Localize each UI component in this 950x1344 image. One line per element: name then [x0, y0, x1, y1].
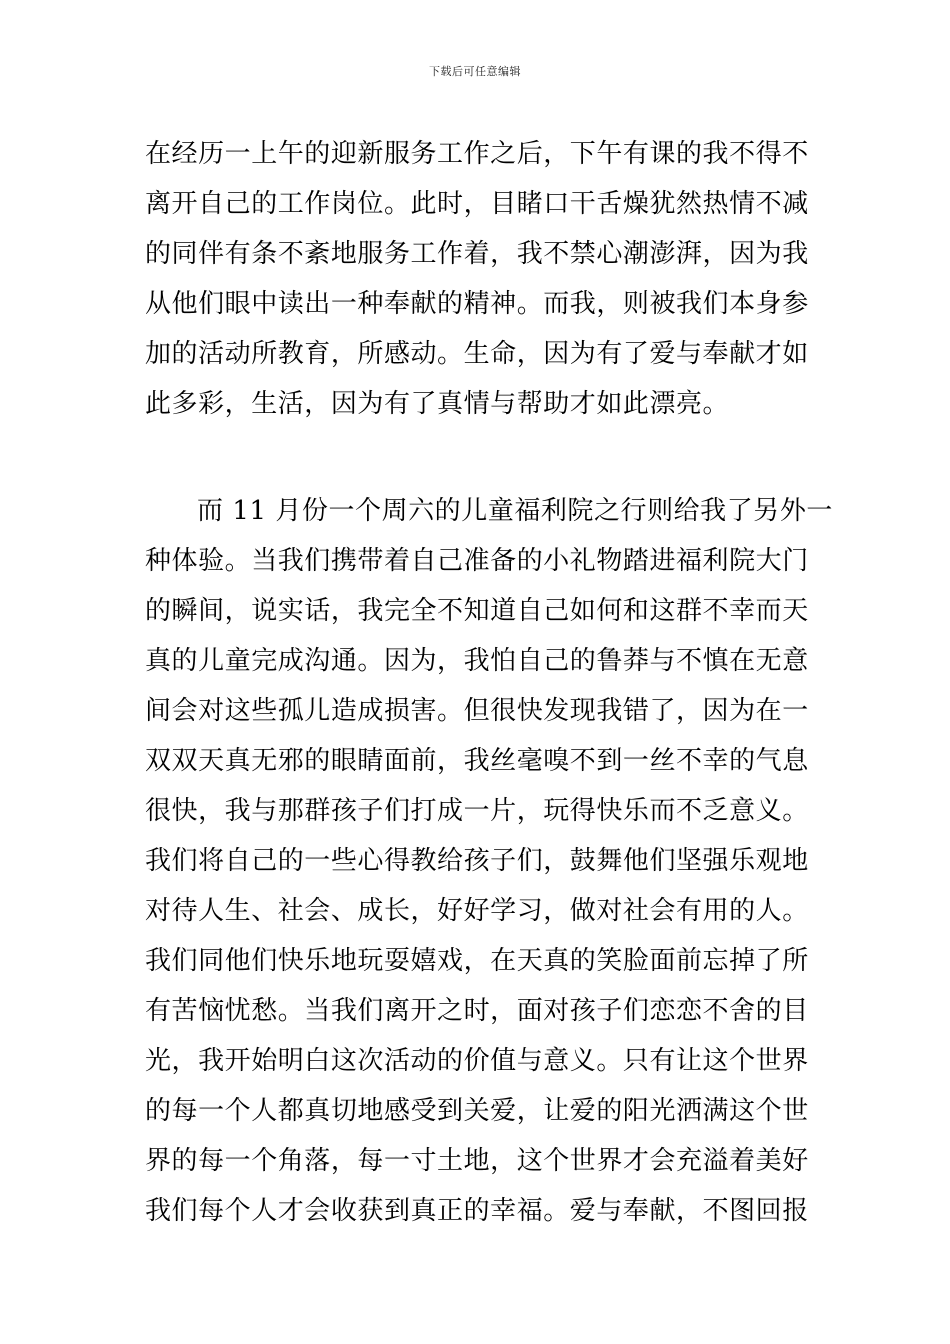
paragraph-line: 有苦恼忧愁。当我们离开之时，面对孩子们恋恋不舍的目 — [145, 996, 809, 1026]
paragraph-line: 我们同他们快乐地玩耍嬉戏，在天真的笑脸面前忘掉了所 — [145, 946, 809, 976]
document-body — [145, 129, 833, 1236]
paragraph-1 — [145, 129, 810, 429]
paragraph-line: 的每一个人都真切地感受到关爱，让爱的阳光洒满这个世 — [145, 1096, 809, 1126]
paragraph-line: 我们将自己的一些心得教给孩子们，鼓舞他们坚强乐观地 — [145, 846, 809, 876]
paragraph-line: 在经历一上午的迎新服务工作之后，下午有课的我不得不 — [145, 139, 809, 169]
paragraph-line: 真的儿童完成沟通。因为，我怕自己的鲁莽与不慎在无意 — [145, 646, 809, 676]
paragraph-line: 很快，我与那群孩子们打成一片，玩得快乐而不乏意义。 — [145, 796, 809, 826]
paragraph-line: 对待人生、社会、成长，好好学习，做对社会有用的人。 — [145, 896, 809, 926]
paragraph-line: 种体验。当我们携带着自己准备的小礼物踏进福利院大门 — [145, 546, 809, 576]
paragraph-line: 离开自己的工作岗位。此时，目睹口干舌燥犹然热情不减 — [145, 189, 809, 219]
paragraph-line: 的瞬间，说实话，我完全不知道自己如何和这群不幸而天 — [145, 596, 809, 626]
paragraph-spacer — [145, 429, 810, 486]
paragraph-line: 从他们眼中读出一种奉献的精神。而我，则被我们本身参 — [145, 289, 809, 319]
paragraph-line: 光，我开始明白这次活动的价值与意义。只有让这个世界 — [145, 1046, 809, 1076]
paragraph-line: 双双天真无邪的眼睛面前，我丝毫嗅不到一丝不幸的气息 — [145, 746, 809, 776]
paragraph-line: 加的活动所教育，所感动。生命，因为有了爱与奉献才如 — [145, 339, 809, 369]
paragraph-line: 界的每一个角落，每一寸土地，这个世界才会充溢着美好 — [145, 1146, 809, 1176]
paragraph-2 — [145, 486, 833, 1236]
paragraph-line: 此多彩，生活，因为有了真情与帮助才如此漂亮。 — [145, 389, 730, 419]
paragraph-line: 的同伴有条不紊地服务工作着，我不禁心潮澎湃，因为我 — [145, 239, 809, 269]
paragraph-line: 而 11 月份一个周六的儿童福利院之行则给我了另外一 — [197, 496, 833, 526]
header-note: 下载后可任意编辑 — [429, 65, 521, 78]
paragraph-line: 间会对这些孤儿造成损害。但很快发现我错了，因为在一 — [145, 696, 809, 726]
paragraph-line: 我们每个人才会收获到真正的幸福。爱与奉献，不图回报 — [145, 1196, 809, 1226]
